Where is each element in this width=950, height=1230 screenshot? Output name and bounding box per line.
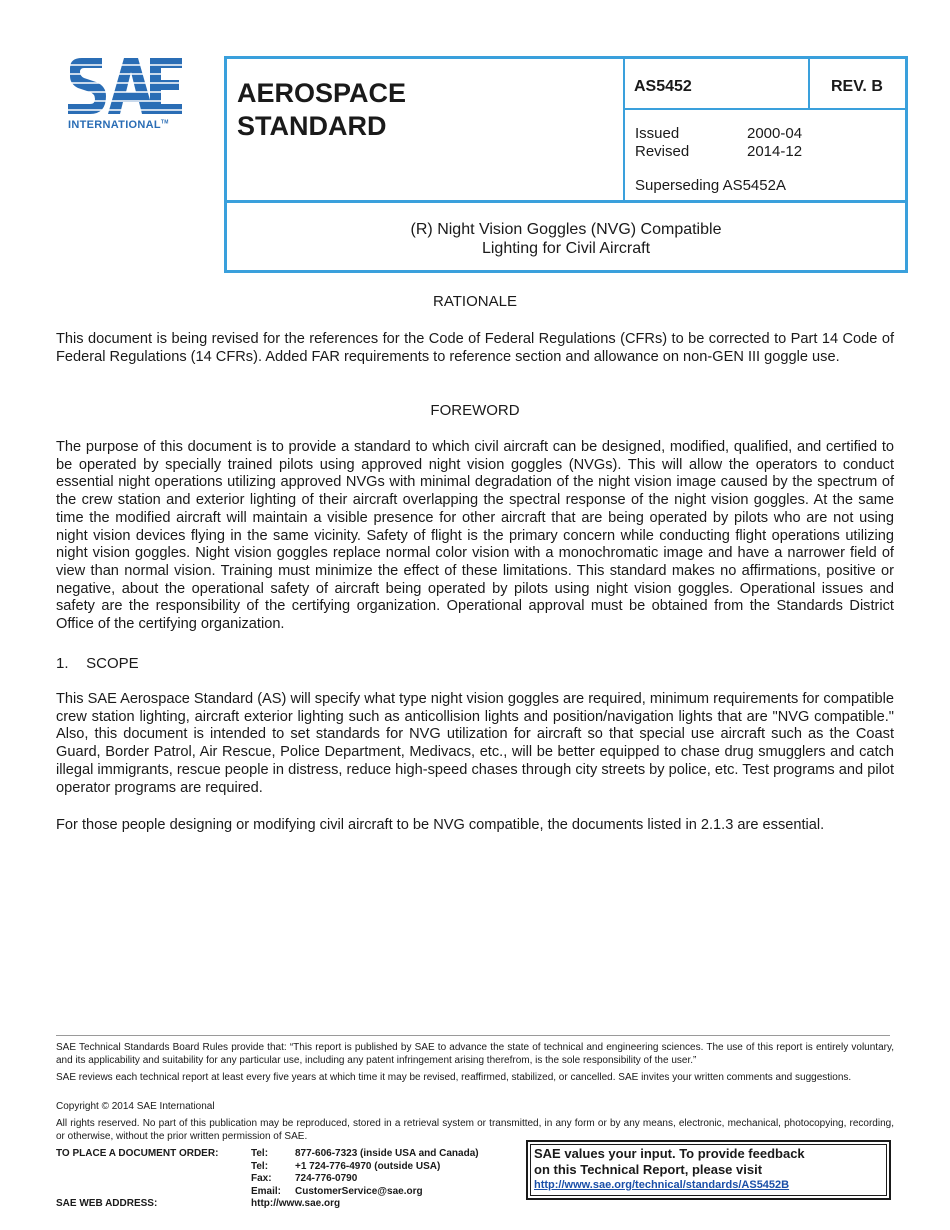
scope-text-2: For those people designing or modifying civil aircraft to be NVG compatible, the documents listed in 2.1.3 are essential. <box>56 817 825 833</box>
header-divider <box>227 200 905 203</box>
copyright-note: Copyright © 2014 SAE International <box>56 1101 215 1112</box>
feedback-box <box>526 1140 891 1200</box>
contact-list <box>251 1148 479 1198</box>
feedback-link[interactable]: http://www.sae.org/technical/standards/AS5452B <box>534 1179 790 1191</box>
issued-date: 2000-04 <box>747 125 803 142</box>
rights-note: All rights reserved. No part of this publication may be reproduced, stored in a retrieval system or transmitted, in any form or by any means, electronic, mechanical, photocopying, recording, or otherwise, without the prior written permission of SAE. <box>56 1118 894 1142</box>
sae-logo-mark <box>68 56 184 116</box>
contact-label: Email: <box>251 1185 282 1197</box>
document-title-line: Lighting for Civil Aircraft <box>481 240 651 257</box>
standard-type-line: AEROSPACE <box>237 78 407 108</box>
scope-text: This SAE Aerospace Standard (AS) will specify what type night vision goggles are required, minimum requirements for compatible crew station lighting, aircraft exterior lighting such as anticollision lights and position/navigation lights that are "NVG compatible." Also, this document is intended to set standards for NVG utilization for aircraft so that special use aircraft such as the Coast Guard, Border Patrol, Air Rescue, Police Department, Medivacs, etc., will be better equipped to chase drug smugglers and catch illegal immigrants, rescue people in distress, reduce high-speed chases through city streets by police, etc. Test programs and pilot operator programs are required. <box>56 691 894 796</box>
header-divider <box>808 59 810 109</box>
rationale-heading: RATIONALE <box>433 293 517 310</box>
issued-label: Issued <box>635 125 680 142</box>
feedback-text: on this Technical Report, please visit <box>534 1162 763 1177</box>
standard-type-line: STANDARD <box>237 111 387 141</box>
scope-heading <box>56 655 139 672</box>
section-number: 1. <box>56 655 69 672</box>
phone-intl[interactable]: +1 724-776-4970 (outside USA) <box>295 1160 441 1172</box>
revision-label: REV. B <box>831 78 883 95</box>
web-link[interactable]: http://www.sae.org <box>251 1198 341 1209</box>
section-title: SCOPE <box>86 655 139 672</box>
foreword-text: The purpose of this document is to provide a standard to which civil aircraft can be designed, modified, qualified, and certified to be operated by specially trained pilots using approved night vision goggles (NVGs). This will allow the operators to conduct essential night operations utilizing approved NVGs with minimal degradation of the night vision image caused by the spectrum of the crew station and exterior lighting of their aircraft overlapping the spectral response of the night vision goggles. At the same time the modified aircraft will maintain a visible presence for other aircraft that are being operated by pilots who are not using night vision devices flying in the same vicinity. Safety of flight is the primary concern while conducting flight operations utilizing night vision goggles. Night vision goggles replace normal color vision with a monochromatic image and have a narrower field of view than normal vision. Training must minimize the effect of these limitations. This standard makes no affirmations, positive or negative, about the operational safety of aircraft being operated by pilots using night vision goggles. Operational issues and safety are the responsibility of the certifying organization. Operational approval must be obtained from the Standards District Office of the certifying organization. <box>56 439 894 633</box>
contact-label: Tel: <box>251 1148 269 1159</box>
contact-label: Fax: <box>251 1173 272 1184</box>
rationale-text: This document is being revised for the references for the Code of Federal Regulations (CFRs) to be corrected to Part 14 Code of Federal Regulations (14 CFRs). Added FAR requirements to reference section and allowance on non-GEN III goggle use. <box>56 331 894 365</box>
order-label: TO PLACE A DOCUMENT ORDER: <box>56 1148 219 1159</box>
board-rules-note: SAE Technical Standards Board Rules provide that: “This report is published by SAE to advance the state of technical and engineering sciences. The use of this report is entirely voluntary, and its applicability and suitability for any particular use, including any patent infringement arising therefrom, is the sole responsibility of the user.” <box>56 1042 894 1066</box>
document-number: AS5452 <box>634 78 692 95</box>
document-title <box>227 220 905 258</box>
header-divider <box>623 59 625 201</box>
standard-type <box>237 77 406 143</box>
email-link[interactable]: CustomerService@sae.org <box>295 1185 423 1197</box>
fax-number: 724-776-0790 <box>295 1173 358 1184</box>
issue-dates <box>635 125 802 161</box>
header-box <box>224 56 908 273</box>
revised-label: Revised <box>635 143 690 160</box>
header-divider <box>623 108 908 110</box>
web-label: SAE WEB ADDRESS: <box>56 1198 158 1209</box>
footer-rule <box>56 1035 890 1036</box>
review-note: SAE reviews each technical report at least every five years at which time it may be revised, reaffirmed, stabilized, or cancelled. SAE invites your written comments and suggestions. <box>56 1072 852 1083</box>
document-title-line: (R) Night Vision Goggles (NVG) Compatible <box>410 221 722 238</box>
feedback-text: SAE values your input. To provide feedback <box>534 1146 805 1161</box>
logo-org-text: INTERNATIONAL™ <box>68 119 169 131</box>
superseding-note: Superseding AS5452A <box>635 177 786 194</box>
foreword-heading: FOREWORD <box>430 402 520 419</box>
phone-us[interactable]: 877-606-7323 (inside USA and Canada) <box>295 1148 479 1159</box>
contact-label: Tel: <box>251 1160 269 1172</box>
sae-logo <box>68 56 188 131</box>
revised-date: 2014-12 <box>747 143 803 160</box>
